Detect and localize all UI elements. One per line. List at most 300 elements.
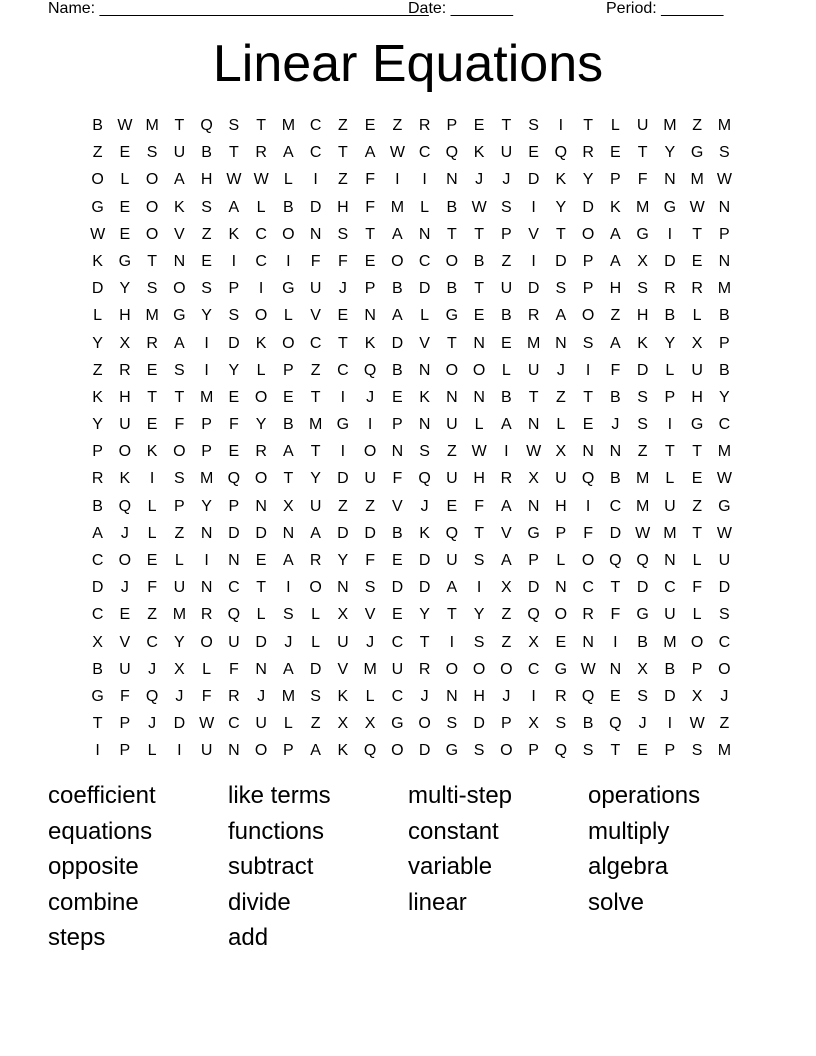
grid-letter: K: [419, 524, 430, 542]
grid-letter: U: [664, 606, 676, 624]
grid-letter: U: [173, 579, 186, 597]
word-bank-item: operations: [588, 782, 701, 809]
grid-letter: I: [286, 252, 291, 270]
grid-letter: P: [582, 252, 594, 270]
grid-letter: B: [283, 416, 294, 434]
grid-row: [84, 275, 738, 302]
grid-letter: D: [636, 361, 649, 379]
grid-letter: T: [474, 524, 485, 542]
grid-letter: A: [610, 225, 621, 243]
grid-letter: E: [146, 361, 158, 379]
grid-letter: F: [610, 606, 621, 624]
grid-letter: U: [446, 416, 458, 434]
grid-letter: B: [201, 144, 212, 162]
grid-letter: Q: [609, 552, 622, 569]
grid-letter: T: [446, 334, 457, 352]
grid-letter: W: [689, 198, 705, 216]
grid-letter: O: [445, 361, 459, 379]
grid-letter: S: [473, 633, 485, 651]
grid-letter: L: [692, 552, 702, 569]
grid-letter: J: [502, 687, 511, 705]
grid-letter: L: [474, 416, 484, 434]
word-bank-item: divide: [228, 888, 291, 916]
grid-letter: E: [146, 416, 158, 434]
grid-letter: A: [501, 552, 512, 569]
grid-letter: L: [420, 307, 430, 325]
grid-letter: E: [610, 144, 621, 162]
grid-letter: Z: [92, 144, 103, 162]
grid-letter: D: [418, 742, 431, 760]
grid-letter: C: [309, 144, 322, 162]
grid-letter: Z: [337, 497, 348, 515]
grid-letter: U: [555, 470, 567, 488]
grid-letter: N: [718, 252, 731, 270]
grid-letter: I: [667, 225, 673, 243]
grid-letter: T: [419, 633, 430, 651]
grid-letter: Q: [581, 470, 595, 488]
grid-letter: K: [255, 334, 267, 352]
grid-letter: Z: [719, 715, 730, 733]
grid-letter: L: [147, 524, 157, 542]
grid-letter: R: [527, 307, 540, 325]
grid-letter: O: [581, 225, 595, 243]
grid-letter: L: [692, 307, 702, 325]
grid-letter: N: [446, 687, 458, 705]
grid-row: [84, 493, 738, 520]
grid-letter: D: [364, 524, 376, 542]
grid-letter: P: [283, 361, 294, 379]
grid-letter: B: [392, 524, 403, 542]
grid-letter: M: [526, 334, 541, 352]
grid-letter: R: [255, 144, 267, 162]
word-bank-item: linear: [408, 888, 467, 916]
grid-letter: M: [690, 171, 704, 189]
grid-letter: U: [228, 633, 240, 651]
grid-letter: J: [611, 416, 620, 434]
grid-letter: U: [119, 660, 131, 678]
grid-letter: D: [337, 470, 349, 488]
grid-letter: Q: [200, 117, 213, 134]
grid-letter: I: [531, 198, 536, 216]
grid-letter: K: [174, 198, 185, 216]
grid-letter: F: [365, 198, 376, 216]
grid-letter: Z: [692, 117, 703, 134]
grid-letter: L: [665, 470, 675, 488]
grid-letter: C: [91, 606, 104, 624]
grid-letter: F: [474, 497, 485, 515]
grid-letter: O: [200, 633, 213, 651]
grid-letter: Q: [636, 552, 649, 569]
grid-letter: O: [472, 361, 486, 379]
grid-letter: L: [420, 198, 430, 216]
grid-letter: J: [475, 171, 484, 189]
grid-letter: L: [283, 171, 293, 189]
grid-letter: T: [337, 144, 348, 162]
grid-letter: V: [419, 334, 430, 352]
grid-letter: N: [418, 225, 431, 243]
grid-letter: F: [147, 579, 158, 597]
grid-letter: U: [309, 280, 322, 298]
grid-letter: D: [418, 552, 431, 569]
grid-letter: Z: [501, 633, 512, 651]
grid-letter: O: [445, 660, 459, 678]
grid-letter: L: [120, 171, 130, 189]
grid-letter: U: [391, 660, 404, 678]
grid-letter: Y: [664, 144, 676, 162]
grid-letter: N: [446, 388, 458, 406]
grid-letter: P: [719, 334, 730, 352]
word-bank-item: variable: [408, 853, 493, 881]
grid-letter: N: [609, 443, 622, 461]
grid-letter: G: [554, 660, 568, 678]
grid-letter: R: [228, 687, 240, 705]
grid-letter: U: [636, 117, 649, 134]
grid-letter: S: [555, 280, 567, 298]
grid-letter: L: [283, 715, 293, 733]
grid-row: [84, 574, 738, 601]
grid-letter: F: [692, 579, 703, 597]
grid-letter: L: [501, 361, 511, 379]
grid-letter: J: [366, 633, 375, 651]
grid-letter: E: [119, 198, 131, 216]
grid-letter: D: [609, 524, 622, 542]
grid-letter: L: [147, 497, 157, 515]
grid-letter: F: [310, 252, 321, 270]
grid-letter: W: [526, 443, 542, 461]
grid-letter: O: [91, 171, 104, 189]
grid-letter: Q: [363, 361, 377, 379]
grid-letter: X: [637, 660, 648, 678]
grid-letter: S: [174, 361, 185, 379]
grid-letter: K: [146, 443, 158, 461]
grid-letter: N: [418, 416, 431, 434]
grid-letter: B: [392, 361, 403, 379]
grid-letter: P: [119, 742, 131, 760]
grid-letter: O: [254, 742, 268, 760]
grid-letter: E: [337, 307, 349, 325]
grid-letter: O: [500, 660, 513, 678]
grid-letter: X: [501, 579, 512, 597]
grid-letter: K: [610, 198, 621, 216]
grid-letter: X: [555, 443, 567, 461]
grid-row: [84, 194, 738, 221]
grid-letter: R: [91, 470, 104, 488]
grid-letter: T: [446, 225, 457, 243]
grid-letter: O: [500, 742, 513, 760]
grid-letter: D: [582, 198, 594, 216]
grid-letter: A: [283, 144, 294, 162]
grid-letter: I: [204, 334, 209, 352]
grid-letter: T: [637, 144, 648, 162]
grid-letter: M: [281, 117, 296, 134]
grid-letter: A: [501, 416, 512, 434]
grid-letter: Z: [310, 715, 321, 733]
grid-letter: Y: [92, 334, 103, 352]
grid-letter: W: [199, 715, 215, 733]
grid-letter: P: [719, 225, 730, 243]
grid-letter: I: [340, 388, 346, 406]
grid-letter: A: [501, 497, 512, 515]
grid-letter: D: [91, 280, 104, 298]
grid-letter: J: [338, 280, 347, 298]
grid-letter: O: [690, 633, 704, 651]
grid-letter: P: [501, 225, 512, 243]
grid-letter: O: [581, 552, 595, 569]
date-field-label: Date: _______: [408, 0, 513, 17]
grid-letter: N: [255, 497, 267, 515]
grid-letter: M: [635, 497, 650, 515]
grid-letter: I: [204, 552, 209, 569]
grid-letter: P: [501, 715, 512, 733]
grid-letter: G: [91, 687, 104, 705]
grid-letter: G: [336, 416, 350, 434]
grid-letter: R: [146, 334, 158, 352]
grid-letter: M: [663, 633, 677, 651]
grid-letter: A: [555, 307, 567, 325]
grid-letter: T: [474, 280, 485, 298]
word-bank-item: functions: [228, 817, 325, 845]
grid-letter: O: [254, 470, 268, 488]
grid-letter: E: [473, 117, 485, 134]
grid-letter: V: [501, 524, 512, 542]
grid-letter: J: [420, 687, 429, 705]
grid-letter: X: [528, 470, 539, 488]
grid-letter: M: [363, 660, 377, 678]
grid-letter: F: [583, 524, 594, 542]
grid-letter: H: [473, 470, 485, 488]
grid-letter: F: [365, 552, 376, 569]
grid-row: [84, 465, 738, 492]
grid-letter: I: [177, 742, 182, 760]
grid-letter: N: [555, 579, 567, 597]
grid-letter: Z: [365, 497, 376, 515]
grid-letter: J: [120, 579, 129, 597]
grid-letter: I: [340, 443, 346, 461]
grid-row: [84, 520, 738, 547]
grid-letter: I: [558, 117, 564, 134]
grid-letter: C: [609, 497, 622, 515]
grid-letter: H: [119, 388, 131, 406]
grid-letter: N: [228, 742, 240, 760]
grid-letter: G: [445, 307, 459, 325]
grid-letter: N: [255, 660, 267, 678]
grid-letter: B: [637, 633, 648, 651]
grid-letter: D: [309, 198, 322, 216]
grid-letter: M: [663, 524, 677, 542]
grid-letter: A: [283, 660, 294, 678]
grid-letter: P: [610, 171, 621, 189]
grid-letter: P: [92, 443, 103, 461]
grid-letter: W: [716, 470, 732, 488]
grid-letter: S: [473, 552, 485, 569]
grid-letter: U: [527, 361, 540, 379]
grid-letter: M: [199, 470, 214, 488]
grid-letter: N: [200, 579, 213, 597]
grid-letter: T: [610, 579, 621, 597]
grid-letter: O: [173, 280, 186, 298]
grid-letter: P: [664, 742, 676, 760]
grid-letter: P: [582, 280, 594, 298]
grid-letter: D: [527, 280, 540, 298]
grid-letter: T: [692, 524, 703, 542]
grid-letter: F: [365, 171, 376, 189]
grid-letter: I: [667, 715, 673, 733]
grid-letter: G: [718, 497, 731, 515]
grid-letter: M: [172, 606, 187, 624]
page-title: Linear Equations: [212, 35, 604, 93]
grid-letter: L: [311, 606, 321, 624]
grid-letter: L: [256, 361, 266, 379]
grid-letter: N: [473, 388, 485, 406]
grid-letter: Q: [363, 742, 377, 760]
grid-letter: G: [282, 280, 295, 298]
grid-letter: J: [284, 633, 293, 651]
grid-letter: X: [119, 334, 131, 352]
grid-letter: Z: [692, 497, 703, 515]
grid-letter: K: [337, 742, 349, 760]
grid-letter: A: [174, 334, 185, 352]
grid-letter: Z: [147, 606, 158, 624]
grid-letter: R: [309, 552, 322, 569]
grid-letter: O: [254, 307, 268, 325]
grid-row: [84, 683, 738, 710]
grid-letter: U: [364, 470, 376, 488]
grid-letter: P: [555, 524, 567, 542]
grid-letter: Y: [310, 470, 321, 488]
grid-letter: S: [201, 198, 212, 216]
grid-letter: D: [391, 579, 404, 597]
grid-letter: N: [337, 579, 349, 597]
grid-letter: T: [692, 443, 703, 461]
grid-letter: L: [202, 660, 212, 678]
grid-row: [84, 302, 738, 329]
grid-letter: A: [392, 307, 403, 325]
grid-letter: A: [310, 742, 321, 760]
grid-letter: L: [283, 307, 293, 325]
grid-letter: I: [531, 252, 536, 270]
word-bank-item: combine: [48, 888, 139, 916]
grid-letter: V: [119, 633, 131, 651]
grid-letter: S: [637, 388, 648, 406]
grid-letter: W: [471, 443, 487, 461]
grid-letter: P: [691, 660, 703, 678]
grid-letter: B: [283, 198, 294, 216]
grid-letter: B: [610, 388, 621, 406]
grid-letter: H: [473, 687, 485, 705]
grid-letter: B: [582, 715, 594, 733]
grid-letter: K: [92, 252, 103, 270]
grid-letter: O: [145, 171, 159, 189]
grid-letter: B: [473, 252, 485, 270]
grid-letter: N: [446, 171, 458, 189]
grid-letter: E: [637, 742, 648, 760]
grid-letter: B: [664, 660, 676, 678]
grid-letter: V: [364, 606, 376, 624]
grid-letter: L: [93, 307, 103, 325]
grid-letter: G: [445, 742, 459, 760]
grid-letter: I: [422, 171, 427, 189]
grid-letter: K: [337, 687, 349, 705]
grid-letter: S: [146, 280, 158, 298]
grid-letter: P: [201, 443, 212, 461]
grid-letter: N: [664, 552, 676, 569]
grid-letter: U: [500, 144, 513, 162]
grid-letter: Z: [501, 606, 512, 624]
grid-letter: K: [473, 144, 485, 162]
grid-letter: K: [92, 388, 103, 406]
grid-letter: A: [392, 225, 403, 243]
grid-letter: L: [147, 742, 157, 760]
grid-letter: O: [472, 660, 486, 678]
grid-letter: U: [446, 470, 458, 488]
word-bank-item: constant: [408, 817, 499, 845]
grid-letter: N: [391, 443, 404, 461]
grid-letter: T: [583, 388, 594, 406]
grid-letter: E: [528, 144, 539, 162]
grid-letter: M: [199, 388, 214, 406]
grid-letter: L: [365, 687, 375, 705]
grid-letter: R: [418, 660, 431, 678]
grid-letter: F: [637, 171, 648, 189]
grid-letter: P: [392, 416, 403, 434]
grid-letter: P: [174, 497, 185, 515]
grid-letter: V: [174, 225, 185, 243]
grid-letter: O: [718, 660, 731, 678]
grid-letter: O: [145, 225, 159, 243]
grid-letter: M: [717, 117, 732, 134]
grid-letter: P: [528, 552, 539, 569]
grid-letter: T: [692, 225, 703, 243]
grid-letter: J: [257, 687, 266, 705]
grid-letter: G: [391, 715, 404, 733]
grid-letter: B: [719, 361, 730, 379]
grid-letter: B: [664, 307, 676, 325]
grid-letter: Y: [174, 633, 185, 651]
grid-letter: O: [118, 552, 132, 569]
grid-letter: I: [476, 579, 482, 597]
grid-letter: G: [690, 144, 704, 162]
grid-letter: Z: [637, 443, 648, 461]
grid-letter: K: [228, 225, 240, 243]
grid-letter: Q: [118, 497, 132, 515]
grid-letter: T: [92, 715, 103, 733]
grid-letter: D: [228, 524, 240, 542]
grid-letter: H: [555, 497, 567, 515]
grid-letter: M: [635, 470, 650, 488]
grid-letter: D: [473, 715, 485, 733]
grid-letter: N: [555, 334, 567, 352]
grid-letter: M: [717, 443, 732, 461]
grid-letter: C: [255, 225, 267, 243]
grid-letter: B: [501, 388, 512, 406]
grid-letter: O: [445, 252, 459, 270]
grid-letter: W: [580, 660, 596, 678]
grid-letter: S: [174, 470, 185, 488]
grid-letter: T: [310, 388, 321, 406]
grid-letter: M: [635, 198, 650, 216]
grid-letter: L: [692, 606, 702, 624]
grid-letter: Z: [92, 361, 103, 379]
grid-row: [84, 547, 738, 574]
grid-letter: P: [664, 388, 676, 406]
grid-letter: A: [283, 443, 294, 461]
grid-letter: Q: [554, 742, 568, 760]
grid-letter: Y: [419, 606, 430, 624]
grid-letter: F: [174, 416, 185, 434]
grid-letter: S: [637, 687, 648, 705]
grid-letter: E: [582, 416, 594, 434]
grid-letter: I: [286, 579, 291, 597]
